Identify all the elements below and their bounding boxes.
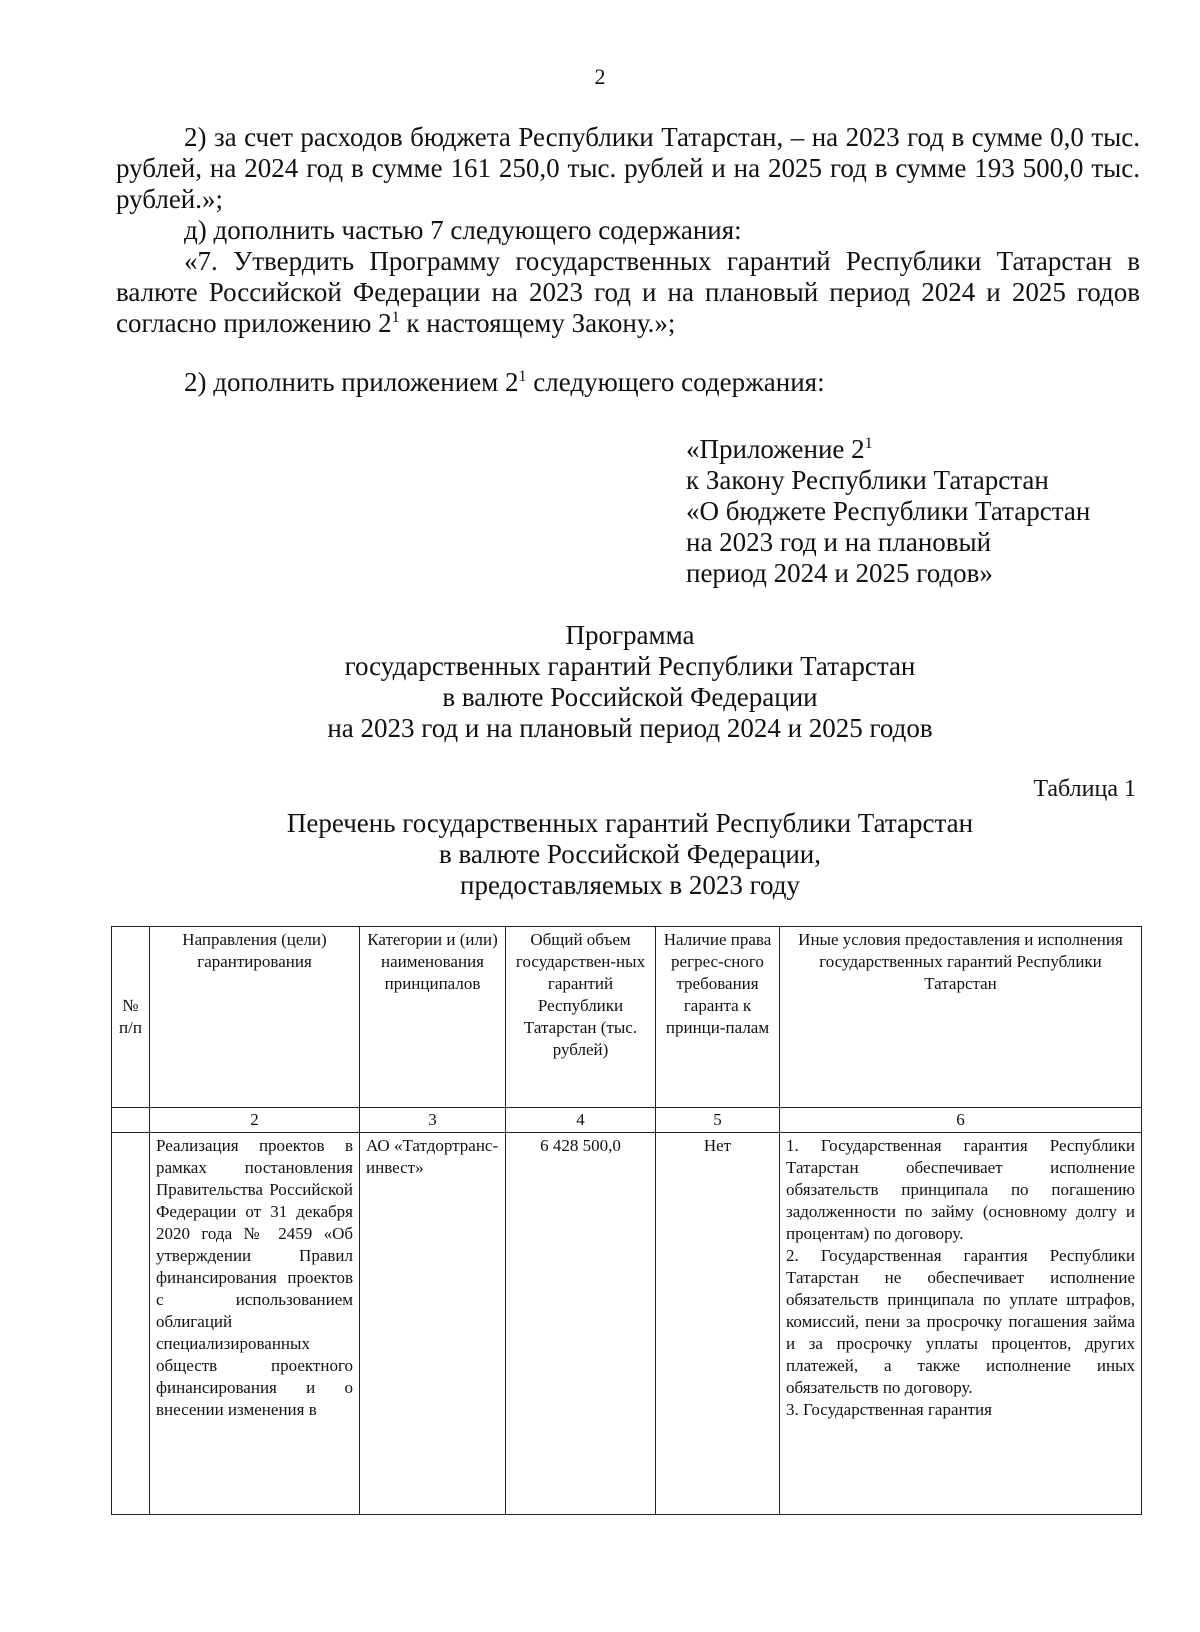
paragraph-part-7: «7. Утвердить Программу государственных гарантий Республики Татарстан в валюте Российской Федерации на 2023 год и на плановый период 2024 и 2025 годов согласно приложению $2^1$ к настоящему Закону.»; <box>116 246 1140 338</box>
paragraph-budget-expenses: 2) за счет расходов бюджета Республики Татарстан, – на 2023 год в сумме 0,0 тыс. рублей, на 2024 год в сумме 161 250,0 тыс. рублей и на 2025 год в сумме 193 500,0 тыс. рублей.»; <box>116 122 1140 214</box>
program-title: Программа государственных гарантий Республики Татарстан в валюте Российской Федерации на 2023 год и на плановый период 2024 и 2025 годов <box>327 620 933 743</box>
header-cell: № п/п <box>112 927 150 1108</box>
column-number: 5 <box>656 1108 780 1133</box>
appendix-line: период 2024 и 2025 годов» <box>686 558 993 588</box>
condition-item: 3. Государственная гарантия <box>786 1400 992 1419</box>
body-text <box>116 122 1140 398</box>
table-header-row <box>112 927 1142 1108</box>
page-number: 2 <box>594 64 606 89</box>
superscript: 1 <box>518 368 527 385</box>
guarantee-conditions <box>780 1133 1142 1515</box>
principal-name: АО «Татдортранс-инвест» <box>360 1133 506 1515</box>
appendix-header <box>686 434 1146 589</box>
appendix-line: «О бюджете Республики Татарстан <box>686 496 1091 526</box>
condition-item: 1. Государственная гарантия Республики Татарстан обеспечивает исполнение обязательств принципала по погашению задолженности по займу (основному долгу и процентам) по договору. <box>786 1136 1135 1243</box>
table-title: Перечень государственных гарантий Республики Татарстан в валюте Российской Федерации, предоставляемых в 2023 году <box>286 808 974 900</box>
paragraph-add-part-7: д) дополнить частью 7 следующего содержания: <box>184 215 742 245</box>
header-cell: Наличие права регрес-сного требования гаранта к принци-палам <box>656 927 780 1108</box>
appendix-line: к Закону Республики Татарстан <box>686 465 1049 495</box>
column-number-row <box>112 1108 1142 1133</box>
header-cell: Направления (цели) гарантирования <box>150 927 360 1108</box>
column-number: 3 <box>360 1108 506 1133</box>
appendix-line: «Приложение $2^1$ <box>686 434 873 464</box>
column-number: 4 <box>506 1108 656 1133</box>
table-label: Таблица 1 <box>1033 776 1136 802</box>
regress-right: Нет <box>656 1133 780 1515</box>
column-number <box>112 1108 150 1133</box>
column-number: 2 <box>150 1108 360 1133</box>
header-cell: Иные условия предоставления и исполнения государственных гарантий Республики Татарстан <box>780 927 1142 1108</box>
header-cell: Общий объем государствен-ных гарантий Республики Татарстан (тыс. рублей) <box>506 927 656 1108</box>
guarantee-amount: 6 428 500,0 <box>506 1133 656 1515</box>
condition-item: 2. Государственная гарантия Республики Татарстан не обеспечивает исполнение обязательств принципала по уплате штрафов, комиссий, пени за просрочку погашения займа и за просрочку уплаты процентов, других платежей, а также исполнение иных обязательств по договору. <box>786 1246 1135 1397</box>
guarantees-table <box>111 926 1142 1515</box>
guarantee-purpose: Реализация проектов в рамках постановления Правительства Российской Федерации от 31 декабря 2020 года № 2459 «Об утверждении Правил финансирования проектов с использованием облигаций специализированных обществ проектного финансирования и о внесении изменения в <box>150 1133 360 1515</box>
header-cell: Категории и (или) наименования принципалов <box>360 927 506 1108</box>
paragraph-add-appendix: 2) дополнить приложением $2^1$ следующего содержания: <box>184 367 825 397</box>
appendix-line: на 2023 год и на плановый <box>686 527 992 557</box>
column-number: 6 <box>780 1108 1142 1133</box>
superscript: 1 <box>391 309 400 326</box>
table-row <box>112 1133 1142 1515</box>
row-number <box>112 1133 150 1515</box>
